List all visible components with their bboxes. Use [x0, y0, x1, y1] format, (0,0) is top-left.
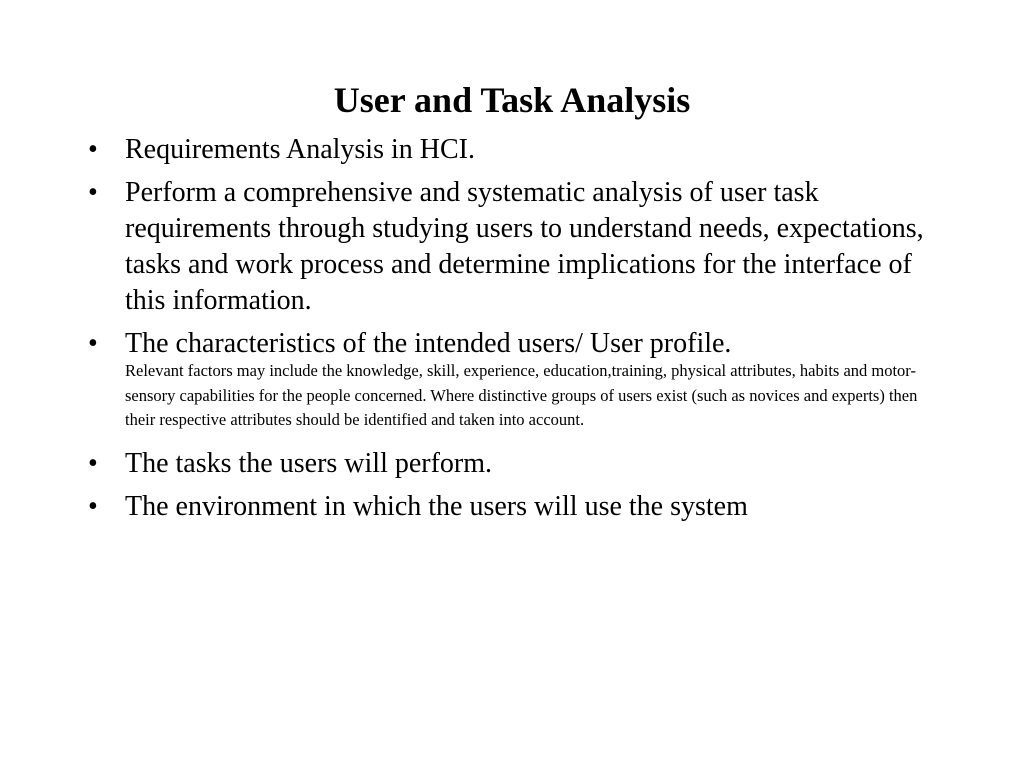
bullet-text: The characteristics of the intended users/ User profile.	[125, 328, 732, 359]
bullet-subnote: Relevant factors may include the knowledge, skill, experience, education,training, physical attributes, habits and motor-sensory capabilities for the people concerned. Where distinctive groups of users exist (such as novices and experts) then their respective attributes should be identified and taken into account.	[125, 361, 918, 429]
bullet-list	[88, 132, 948, 532]
bullet-icon: •	[88, 177, 98, 208]
bullet-text: The environment in which the users will use the system	[125, 490, 748, 522]
bullet-icon: •	[88, 447, 98, 479]
bullet-icon: •	[88, 328, 98, 359]
bullet-item-requirements	[88, 132, 948, 168]
bullet-item-environment	[88, 489, 948, 525]
bullet-item-tasks	[88, 446, 948, 482]
bullet-icon: •	[88, 134, 98, 165]
slide-title: User and Task Analysis	[333, 80, 691, 120]
bullet-text: Perform a comprehensive and systematic analysis of user task requirements through studying users to understand needs, expectations, tasks and work process and determine implications for the interface of this information.	[125, 177, 924, 316]
bullet-text: Requirements Analysis in HCI.	[125, 134, 475, 165]
bullet-text: The tasks the users will perform.	[125, 447, 493, 479]
bullet-item-analysis	[88, 175, 948, 319]
bullet-icon: •	[88, 490, 98, 522]
bullet-item-user-profile	[88, 326, 948, 439]
